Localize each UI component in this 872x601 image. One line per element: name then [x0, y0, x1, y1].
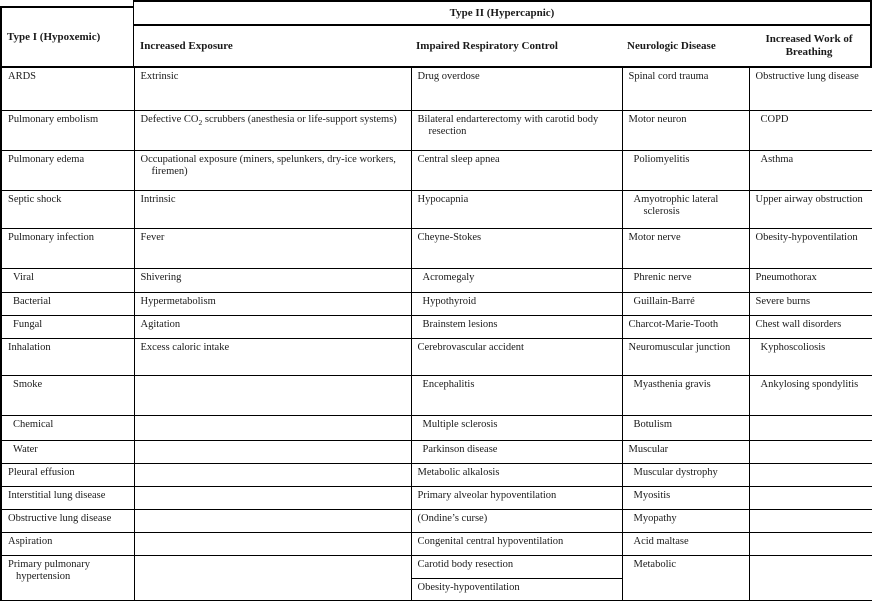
cell-neurologic-disease: Phrenic nerve — [622, 268, 749, 292]
cell-increased-work-of-breathing — [749, 532, 872, 555]
cell-increased-work-of-breathing — [749, 463, 872, 486]
cell-increased-work-of-breathing — [749, 415, 872, 440]
cell-neurologic-disease: Botulism — [622, 415, 749, 440]
cell-type1: Septic shock — [1, 190, 134, 228]
cell-increased-work-of-breathing: Chest wall disorders — [749, 315, 872, 338]
header-increased-work-of-breathing: Increased Work of Breathing — [765, 33, 853, 58]
cell-increased-work-of-breathing: Kyphoscoliosis — [749, 338, 872, 375]
cell-increased-work-of-breathing: COPD — [749, 110, 872, 150]
cell-type1: ARDS — [1, 68, 134, 110]
cell-neurologic-disease: Amyotrophic lateral sclerosis — [622, 190, 749, 228]
cell-neurologic-disease: Spinal cord trauma — [622, 68, 749, 110]
table-row — [1, 486, 872, 509]
table-row — [1, 110, 872, 150]
cell-increased-exposure: Excess caloric intake — [134, 338, 411, 375]
cell-increased-work-of-breathing — [749, 509, 872, 532]
cell-impaired-respiratory-control: Brainstem lesions — [411, 315, 622, 338]
cell-increased-exposure — [134, 486, 411, 509]
cell-impaired-respiratory-control: Multiple sclerosis — [411, 415, 622, 440]
cell-type1: Pulmonary embolism — [1, 110, 134, 150]
table-row — [1, 292, 872, 315]
type2-header-group — [133, 0, 872, 66]
cell-impaired-respiratory-control: Cheyne-Stokes — [411, 228, 622, 268]
cell-increased-exposure — [134, 110, 411, 150]
header-increased-exposure: Increased Exposure — [140, 39, 233, 52]
cell-increased-exposure — [134, 440, 411, 463]
type1-column-header: Type I (Hypoxemic) — [0, 6, 133, 66]
cell-increased-work-of-breathing: Pneumothorax — [749, 268, 872, 292]
cell-impaired-respiratory-control: Congenital central hypoventilation — [411, 532, 622, 555]
table-body — [0, 68, 872, 601]
cell-impaired-respiratory-control: Carotid body resection — [411, 555, 622, 578]
cell-type1: Primary pulmonary hypertension — [1, 555, 134, 601]
cell-impaired-respiratory-control: Primary alveolar hypoventilation — [411, 486, 622, 509]
table-row — [1, 190, 872, 228]
cell-increased-work-of-breathing: Obstructive lung disease — [749, 68, 872, 110]
cell-neurologic-disease: Motor nerve — [622, 228, 749, 268]
cell-neurologic-disease: Metabolic — [622, 555, 749, 601]
table-row — [1, 338, 872, 375]
cell-increased-exposure: Extrinsic — [134, 68, 411, 110]
subscript: 2 — [198, 117, 203, 127]
cell-neurologic-disease: Muscular — [622, 440, 749, 463]
cell-neurologic-disease: Neuromuscular junction — [622, 338, 749, 375]
table-row — [1, 532, 872, 555]
table-row — [1, 415, 872, 440]
cell-increased-exposure: Shivering — [134, 268, 411, 292]
subheader-row — [134, 26, 870, 66]
cell-impaired-respiratory-control: Drug overdose — [411, 68, 622, 110]
type2-spanner-header: Type II (Hypercapnic) — [134, 2, 870, 26]
table-row — [1, 463, 872, 486]
cell-increased-exposure — [134, 463, 411, 486]
cell-increased-work-of-breathing: Upper airway obstruction — [749, 190, 872, 228]
cell-increased-work-of-breathing: Severe burns — [749, 292, 872, 315]
table-row — [1, 68, 872, 110]
cell-neurologic-disease: Charcot-Marie-Tooth — [622, 315, 749, 338]
cell-increased-work-of-breathing — [749, 440, 872, 463]
cell-increased-work-of-breathing — [749, 555, 872, 601]
cell-type1: Fungal — [1, 315, 134, 338]
cell-increased-exposure: Intrinsic — [134, 190, 411, 228]
header-neurologic-disease: Neurologic Disease — [627, 39, 716, 52]
table-row — [1, 440, 872, 463]
cell-neurologic-disease: Guillain-Barré — [622, 292, 749, 315]
cell-impaired-respiratory-control: Hypothyroid — [411, 292, 622, 315]
cell-increased-exposure: Hypermetabolism — [134, 292, 411, 315]
cell-text-part: Defective CO — [140, 113, 199, 125]
cell-type1: Obstructive lung disease — [1, 509, 134, 532]
table-row — [1, 150, 872, 190]
cell-type1: Pleural effusion — [1, 463, 134, 486]
cell-increased-work-of-breathing: Obesity-hypoventilation — [749, 228, 872, 268]
table-row — [1, 509, 872, 532]
table-row — [1, 268, 872, 292]
cell-increased-exposure — [134, 509, 411, 532]
cell-type1: Aspiration — [1, 532, 134, 555]
cell-type1: Pulmonary infection — [1, 228, 134, 268]
cell-neurologic-disease: Motor neuron — [622, 110, 749, 150]
cell-type1: Interstitial lung disease — [1, 486, 134, 509]
table-row — [1, 375, 872, 415]
cell-impaired-respiratory-control: Cerebrovascular accident — [411, 338, 622, 375]
cell-text-part: scrubbers (anesthesia or life-support systems) — [202, 113, 397, 125]
cell-type1: Pulmonary edema — [1, 150, 134, 190]
cell-increased-exposure: Fever — [134, 228, 411, 268]
cell-neurologic-disease: Poliomyelitis — [622, 150, 749, 190]
cell-increased-work-of-breathing: Asthma — [749, 150, 872, 190]
cell-increased-work-of-breathing: Ankylosing spondylitis — [749, 375, 872, 415]
cell-type1: Water — [1, 440, 134, 463]
cell-type1: Bacterial — [1, 292, 134, 315]
table-header — [0, 0, 872, 68]
cell-impaired-respiratory-control: Parkinson disease — [411, 440, 622, 463]
cell-neurologic-disease: Muscular dystrophy — [622, 463, 749, 486]
cell-type1: Viral — [1, 268, 134, 292]
cell-increased-exposure: Occupational exposure (miners, spelunkers, dry-ice workers, firemen) — [134, 150, 411, 190]
cell-impaired-respiratory-control: Metabolic alkalosis — [411, 463, 622, 486]
cell-increased-exposure — [134, 375, 411, 415]
cell-impaired-respiratory-control: Central sleep apnea — [411, 150, 622, 190]
table-row — [1, 228, 872, 268]
cell-impaired-respiratory-control: Obesity-hypoventilation — [411, 578, 622, 601]
cell-increased-exposure — [134, 555, 411, 601]
table-row — [1, 555, 872, 578]
cell-neurologic-disease: Myositis — [622, 486, 749, 509]
header-impaired-respiratory-control: Impaired Respiratory Control — [416, 39, 558, 52]
cell-neurologic-disease: Acid maltase — [622, 532, 749, 555]
cell-impaired-respiratory-control: Acromegaly — [411, 268, 622, 292]
cell-impaired-respiratory-control: Hypocapnia — [411, 190, 622, 228]
cell-increased-work-of-breathing — [749, 486, 872, 509]
cell-impaired-respiratory-control: Bilateral endarterectomy with carotid body resection — [411, 110, 622, 150]
cell-type1: Inhalation — [1, 338, 134, 375]
cell-type1: Smoke — [1, 375, 134, 415]
cell-impaired-respiratory-control: (Ondine’s curse) — [411, 509, 622, 532]
cell-increased-exposure — [134, 415, 411, 440]
cell-neurologic-disease: Myopathy — [622, 509, 749, 532]
cell-increased-exposure — [134, 532, 411, 555]
table-row — [1, 315, 872, 338]
cell-impaired-respiratory-control: Encephalitis — [411, 375, 622, 415]
cell-increased-exposure: Agitation — [134, 315, 411, 338]
cell-type1: Chemical — [1, 415, 134, 440]
cell-neurologic-disease: Myasthenia gravis — [622, 375, 749, 415]
